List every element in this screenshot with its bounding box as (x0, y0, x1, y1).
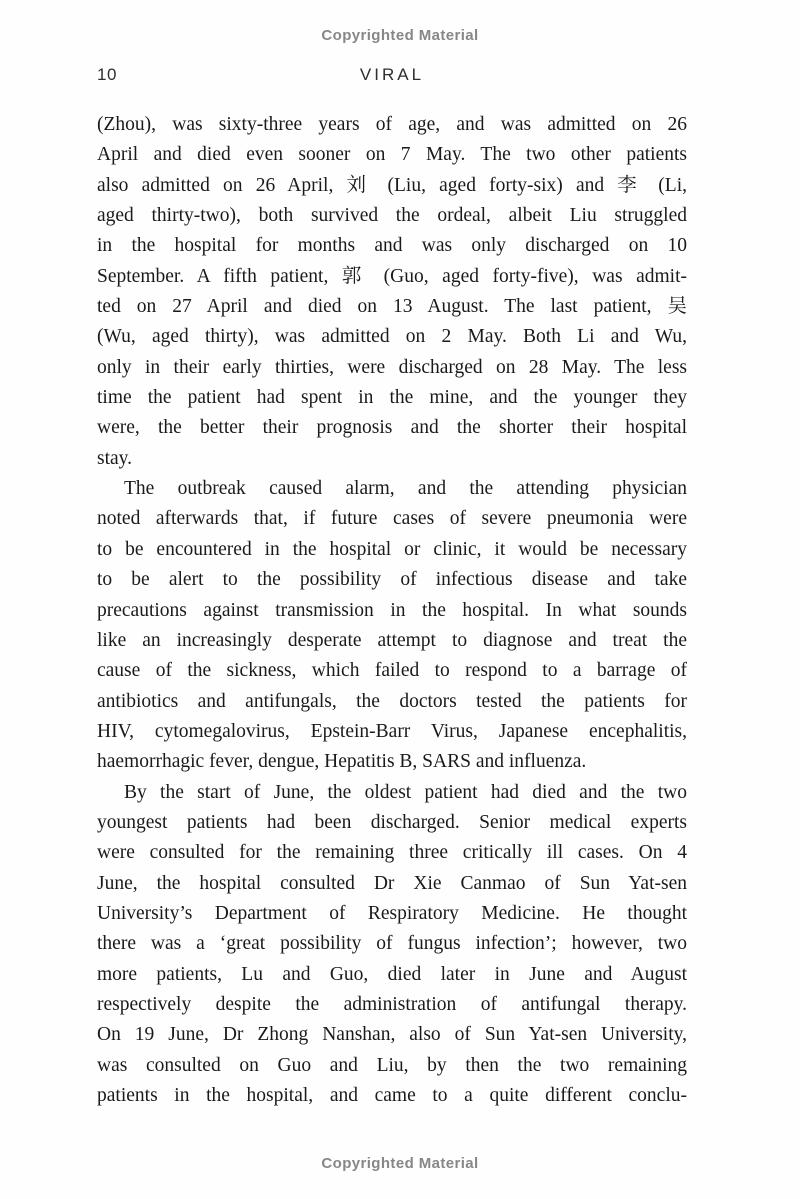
text-line: aged thirty-two), both survived the ordeal, albeit Liu struggled (97, 205, 687, 227)
text-line: there was a ‘great possibility of fungus infection’; however, two (97, 933, 687, 955)
text-line: haemorrhagic fever, dengue, Hepatitis B, SARS and influenza. (97, 751, 587, 773)
text-line: precautions against transmission in the hospital. In what sounds (97, 599, 687, 621)
text-line: noted afterwards that, if future cases of severe pneumonia were (97, 508, 687, 530)
text-line: antibiotics and antifungals, the doctors tested the patients for (97, 690, 687, 712)
text-line: to be encountered in the hospital or clinic, it would be necessary (97, 538, 687, 560)
running-head (97, 65, 687, 87)
text-line: also admitted on 26 April, 刘 (Liu, aged forty-six) and 李 (Li, (97, 174, 687, 196)
text-line: June, the hospital consulted Dr Xie Canmao of Sun Yat-sen (97, 872, 687, 894)
text-line: (Wu, aged thirty), was admitted on 2 May. Both Li and Wu, (97, 326, 687, 348)
text-line: (Zhou), was sixty-three years of age, and was admitted on 26 (97, 114, 687, 135)
text-line: to be alert to the possibility of infectious disease and take (97, 569, 687, 591)
text-line: On 19 June, Dr Zhong Nanshan, also of Sun Yat-sen University, (97, 1024, 687, 1046)
text-line: more patients, Lu and Guo, died later in June and August (97, 963, 687, 985)
text-block (97, 110, 687, 1111)
text-line: was consulted on Guo and Liu, by then the two remaining (97, 1054, 687, 1076)
running-title: VIRAL (359, 65, 425, 84)
text-line: September. A fifth patient, 郭 (Guo, aged forty-five), was admit- (97, 265, 687, 287)
text-line: ted on 27 April and died on 13 August. The last patient, 吴 (97, 296, 687, 318)
text-line: patients in the hospital, and came to a quite different conclu- (97, 1085, 687, 1106)
text-line: cause of the sickness, which failed to respond to a barrage of (97, 660, 687, 682)
text-line: April and died even sooner on 7 May. The two other patients (97, 144, 687, 166)
copyright-notice-top: Copyrighted Material (321, 27, 479, 44)
text-line: stay. (97, 447, 133, 469)
text-line: in the hospital for months and was only discharged on 10 (97, 235, 687, 257)
page-number: 10 (97, 65, 117, 84)
text-line: were, the better their prognosis and the shorter their hospital (97, 417, 687, 439)
text-line: only in their early thirties, were discharged on 28 May. The less (97, 356, 687, 378)
copyright-notice-bottom: Copyrighted Material (321, 1155, 479, 1172)
text-line: University’s Department of Respiratory Medicine. He thought (97, 902, 687, 924)
text-line: By the start of June, the oldest patient had died and the two (124, 781, 687, 803)
text-line: HIV, cytomegalovirus, Epstein-Barr Virus, Japanese encephalitis, (97, 720, 687, 742)
text-line: respectively despite the administration of antifungal therapy. (97, 993, 687, 1015)
text-line: like an increasingly desperate attempt to diagnose and treat the (97, 629, 687, 651)
text-line: were consulted for the remaining three critically ill cases. On 4 (97, 842, 687, 864)
text-line: youngest patients had been discharged. Senior medical experts (97, 811, 687, 833)
text-line: time the patient had spent in the mine, and the younger they (97, 387, 687, 409)
text-line: The outbreak caused alarm, and the attending physician (124, 478, 687, 500)
